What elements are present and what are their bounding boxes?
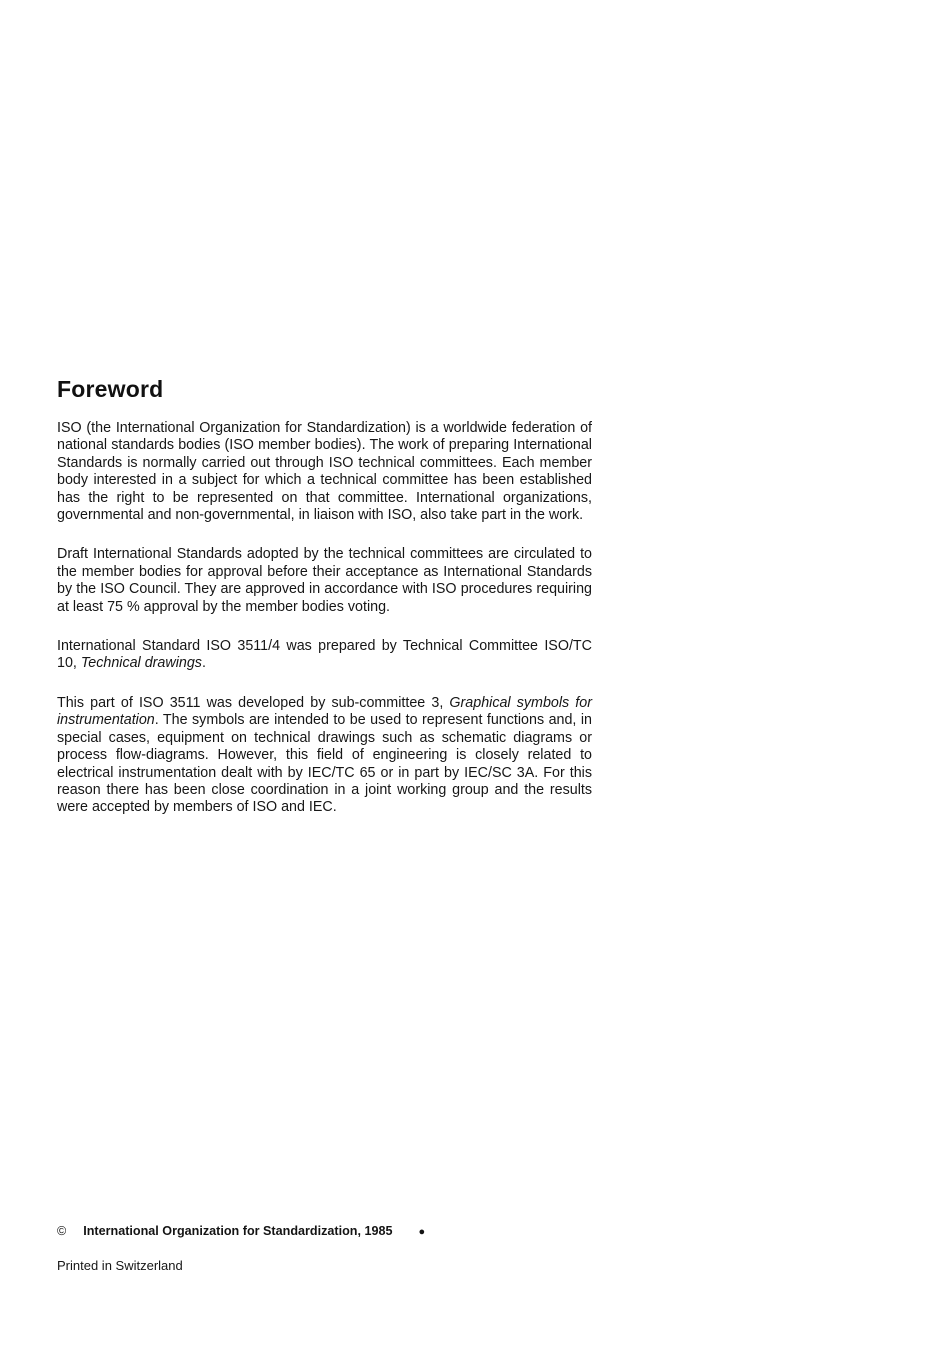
paragraph-iso-federation (57, 420, 592, 524)
text-run: This part of ISO 3511 was developed by sub-committee 3, (57, 694, 450, 711)
text-run: Draft International Standards adopted by the technical committees are circulated to the member bodies for approval before their acceptance as International Standards by the ISO Council. They are approved in accordance with ISO procedures requiring at least 75 % approval by the member bodies voting. (57, 546, 592, 615)
foreword-heading: Foreword (57, 376, 164, 402)
bullet-icon: ● (418, 1226, 426, 1238)
foreword-section (57, 377, 592, 817)
text-run: . The symbols are intended to be used to represent functions and, in special cases, equipment on technical drawings such as schematic diagrams or process flow-diagrams. However, this field of engineering is closely related to electrical instrumentation dealt with by IEC/TC 65 or in part by IEC/SC 3A. For this reason there has been close coordination in a joint working group and the results were accepted by members of ISO and IEC. (57, 712, 592, 816)
text-run: International Standard ISO 3511/4 was prepared by Technical Committee ISO/TC 10, (57, 638, 592, 672)
italic-text-run: Technical drawings (80, 655, 202, 672)
text-run: ISO (the International Organization for Standardization) is a worldwide federation of national standards bodies (ISO member bodies). The work of preparing International Standards is normally carried out through ISO technical committees. Each member body interested in a subject for which a technical committee has been established has the right to be represented on that committee. International organizations, governmental and non-governmental, in liaison with ISO, also take part in the work. (57, 420, 592, 524)
italic-text-run: Graphical symbols for instrumentation (57, 694, 592, 729)
copyright-text: International Organization for Standardization, 1985 (83, 1224, 393, 1238)
text-run: . (201, 655, 206, 672)
paragraph-prepared-by (57, 638, 592, 673)
printed-in-text: Printed in Switzerland (57, 1258, 183, 1273)
paragraph-draft-standards (57, 546, 592, 616)
paragraph-subcommittee (57, 695, 592, 817)
copyright-line (57, 1224, 657, 1240)
copyright-icon: © (57, 1224, 67, 1238)
